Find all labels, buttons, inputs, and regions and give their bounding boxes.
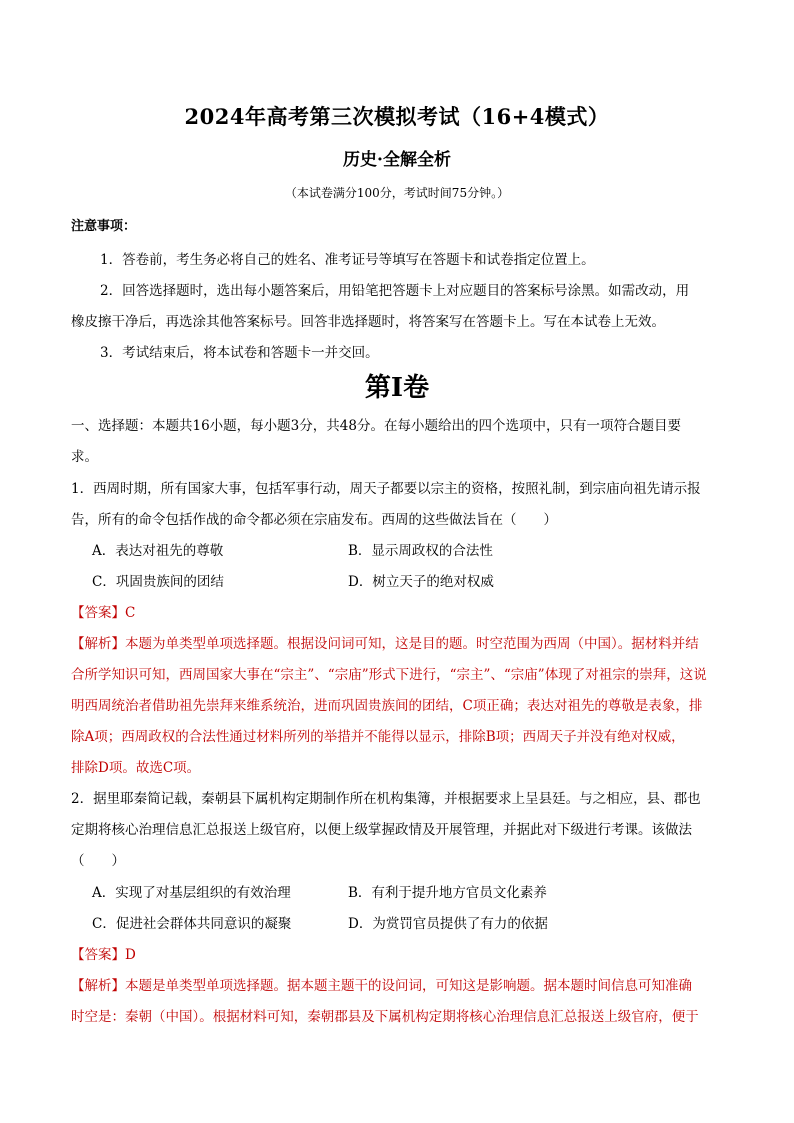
question-1-option-b: B．显示周政权的合法性 [348,543,493,559]
question-1-option-a: A．表达对祖先的尊敬 [92,543,224,559]
notice-item: 3．考试结束后，将本试卷和答题卡一并交回。 [100,345,379,361]
question-2-option-c: C．促进社会群体共同意识的凝聚 [92,916,292,932]
question-1-option-d: D．树立天子的绝对权威 [348,574,494,590]
question-1-analysis: 除A项；西周政权的合法性通过材料所列的举措并不能得以显示，排除B项；西周天子并没有绝对权威， [71,729,685,745]
page-subtitle: 历史·全解全析 [343,150,451,170]
question-2-option-a: A．实现了对基层组织的有效治理 [92,885,291,901]
question-1-analysis: 合所学知识可知，西周国家大事在“宗主”、“宗庙”形式下进行，“宗主”、“宗庙”体现了对祖宗的崇拜，这说 [71,667,707,683]
section-instruction: 求。 [71,449,98,465]
notice-item: 1．答卷前，考生务必将自己的姓名、准考证号等填写在答题卡和试卷指定位置上。 [100,252,595,268]
question-2-option-d: D．为赏罚官员提供了有力的依据 [348,916,548,932]
question-2-analysis: 时空是：秦朝（中国）。根据材料可知，秦朝郡县及下属机构定期将核心治理信息汇总报送上级官府，便于 [71,1009,699,1025]
question-2-analysis: 【解析】本题是单类型单项选择题。据本题主题干的设问词，可知这是影响题。据本题时间信息可知准确 [71,978,692,994]
volume-heading: 第Ⅰ卷 [364,373,430,403]
question-1-analysis: 【解析】本题为单类型单项选择题。根据设问词可知，这是目的题。时空范围为西周（中国）。据材料并结 [71,636,699,652]
notice-item: 橡皮擦干净后，再选涂其他答案标号。回答非选择题时，将答案写在答题卡上。写在本试卷上无效。 [71,314,665,330]
question-1-answer: 【答案】C [71,605,136,621]
page-title: 2024年高考第三次模拟考试（16+4模式） [184,104,610,129]
question-2-answer: 【答案】D [71,947,136,963]
question-1-stem: 1．西周时期，所有国家大事，包括军事行动，周天子都要以宗主的资格，按照礼制，到宗庙向祖先请示报 [71,481,701,497]
question-2-stem: 2．据里耶秦简记载，秦朝县下属机构定期制作所在机构集簿，并根据要求上呈县廷。与之相应，县、郡也 [71,791,701,807]
exam-meta: （本试卷满分100分，考试时间75分钟。） [284,186,510,200]
question-2-stem: （ ） [71,853,125,869]
section-instruction: 一、选择题：本题共16小题，每小题3分，共48分。在每小题给出的四个选项中，只有一项符合题目要 [71,418,681,434]
question-2-option-b: B．有利于提升地方官员文化素养 [348,885,547,901]
question-1-analysis: 明西周统治者借助祖先崇拜来维系统治，进而巩固贵族间的团结，C项正确；表达对祖先的尊敬是表象，排 [71,698,703,714]
question-2-stem: 定期将核心治理信息汇总报送上级官府，以便上级掌握政情及开展管理，并据此对下级进行考课。该做法 [71,822,692,838]
notice-heading: 注意事项： [71,219,137,234]
question-1-option-c: C．巩固贵族间的团结 [92,574,224,590]
notice-item: 2．回答选择题时，选出每小题答案后，用铅笔把答题卡上对应题目的答案标号涂黑。如需改动，用 [100,283,690,299]
question-1-analysis: 排除D项。故选C项。 [71,760,201,776]
question-1-stem: 告，所有的命令包括作战的命令都必须在宗庙发布。西周的这些做法旨在（ ） [71,512,557,528]
